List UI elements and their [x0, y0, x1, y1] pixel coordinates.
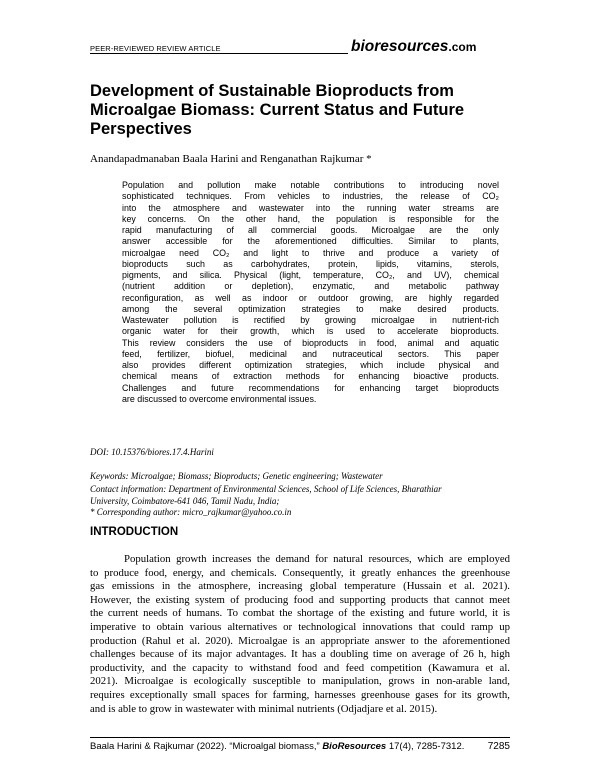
section-heading: INTRODUCTION: [90, 526, 179, 538]
body-line: However, the existing system of producing food and supporting products that cannot meet: [90, 593, 510, 606]
contact-information-block: [90, 484, 500, 519]
journal-logo[interactable]: [351, 38, 476, 56]
contact-affiliation-line: Contact information: Department of Environmental Sciences, School of Life Sciences, Bharathiar: [90, 484, 442, 494]
title-line: Microalgae Biomass: Current Status and Future: [90, 101, 465, 119]
abstract-line: Wastewater pollution is rectified by growing microalgae in nutrient-rich: [122, 315, 499, 325]
body-line: to produce food, energy, and chemicals. Consequently, it greatly enhances the greenhouse: [90, 566, 510, 579]
body-line: 2021). Microalgae is ecologically susceptible to manipulation, grows in non-arable land,: [90, 675, 510, 688]
footer-citation-text: Baala Harini & Rajkumar (2022). “Microalgal biomass,”: [90, 741, 320, 752]
footer-journal-name: BioResources: [322, 741, 387, 752]
abstract-line: Population and pollution make notable contributions to introducing novel: [122, 180, 499, 190]
abstract-line: sophisticated techniques. From vehicles to industries, the release of CO₂: [122, 191, 499, 202]
abstract-line: answer accessible for the aforementioned difficulties. Similar to plants,: [122, 236, 499, 247]
abstract-line: rapid manufacturing of all commercial goods. Microalgae are the only: [122, 225, 499, 235]
footer-volume-pages: 17(4), 7285-7312.: [388, 741, 465, 752]
introduction-body: [90, 553, 510, 716]
footer-citation: [90, 741, 510, 752]
body-line: and is able to grow in wastewater with minimal nutrients (Odjadjare et al. 2015).: [90, 702, 438, 715]
title-line: Perspectives: [90, 120, 192, 138]
footer-rule: [90, 737, 510, 738]
body-line: challenges because of its major advantages. It has a doubling time on average of 26 h, high: [90, 648, 510, 661]
corresponding-author-email[interactable]: * Corresponding author: micro_rajkumar@yahoo.co.in: [90, 507, 292, 517]
abstract-line: This review considers the use of bioproducts in food, animal and aquatic: [122, 337, 499, 348]
page-number: 7285: [487, 741, 510, 752]
body-line: production (Rahul et al. 2020). Microalgae is an appropriate answer to the aforementioned: [90, 634, 510, 647]
body-line: Population growth increases the demand for natural resources, which are employed: [124, 553, 510, 565]
body-line: imperative to obtain various alternatives or technological innovations that could ramp up: [90, 620, 510, 633]
journal-name: bioresources: [351, 38, 449, 55]
abstract-line: among the several optimization strategies to make desired products.: [122, 303, 499, 314]
abstract-line: into the atmosphere and wastewater into the running water streams are: [122, 202, 499, 213]
body-line: productivity, and the capacity to withstand food and feed competition (Kawamura et al.: [90, 661, 510, 674]
article-title: [90, 82, 490, 139]
contact-affiliation-line: University, Coimbatore-641 046, Tamil Nadu, India;: [90, 495, 280, 506]
abstract-line: bioproducts such as carbohydrates, protein, lipids, vitamins, sterols,: [122, 258, 499, 269]
abstract-line: reconfiguration, as well as indoor or outdoor growing, are highly regarded: [122, 292, 499, 303]
body-line: requires exceptionally small spaces for farming, harnesses greenhouse gases for its growth,: [90, 688, 510, 701]
abstract-line: pigments, and silica. Physical (light, temperature, CO₂, and UV), chemical: [122, 270, 499, 280]
journal-domain: .com: [448, 40, 477, 54]
abstract-line: also provides different optimization strategies, which include physical and: [122, 360, 499, 370]
abstract-line: microalgae need CO₂ and light to thrive and produce a variety of: [122, 247, 499, 258]
abstract-line: chemical means of extraction methods for enhancing bioactive products.: [122, 371, 499, 382]
doi-link[interactable]: DOI: 10.15376/biores.17.4.Harini: [90, 447, 214, 457]
abstract-line: feed, fertilizer, biofuel, medicinal and nutraceutical sectors. This paper: [122, 348, 499, 359]
article-type-label: PEER-REVIEWED REVIEW ARTICLE: [90, 44, 221, 53]
title-line: Development of Sustainable Bioproducts from: [90, 82, 454, 100]
keywords: Keywords: Microalgae; Biomass; Bioproducts; Genetic engineering; Wastewater: [90, 471, 383, 481]
abstract-line: (nutrient addition or depletion), enzymatic, and metabolic pathway: [122, 281, 499, 292]
body-line: gas emissions in the atmosphere, increasing global temperature (Hussain et al. 2021).: [90, 580, 510, 593]
abstract-line: are discussed to overcome environmental issues.: [122, 393, 317, 404]
abstract-line: Challenges and future recommendations for enhancing target bioproducts: [122, 382, 499, 393]
header-rule: [90, 53, 348, 54]
abstract-line: key concerns. On the other hand, the population is responsible for the: [122, 213, 499, 224]
body-line: the current needs of humans. To combat the shortage of the existing and future world, it is: [90, 607, 510, 620]
author-list: Anandapadmanaban Baala Harini and Renganathan Rajkumar *: [90, 153, 372, 165]
abstract: [122, 180, 499, 405]
abstract-line: organic water for their growth, which is used to accelerate bioproducts.: [122, 326, 499, 337]
